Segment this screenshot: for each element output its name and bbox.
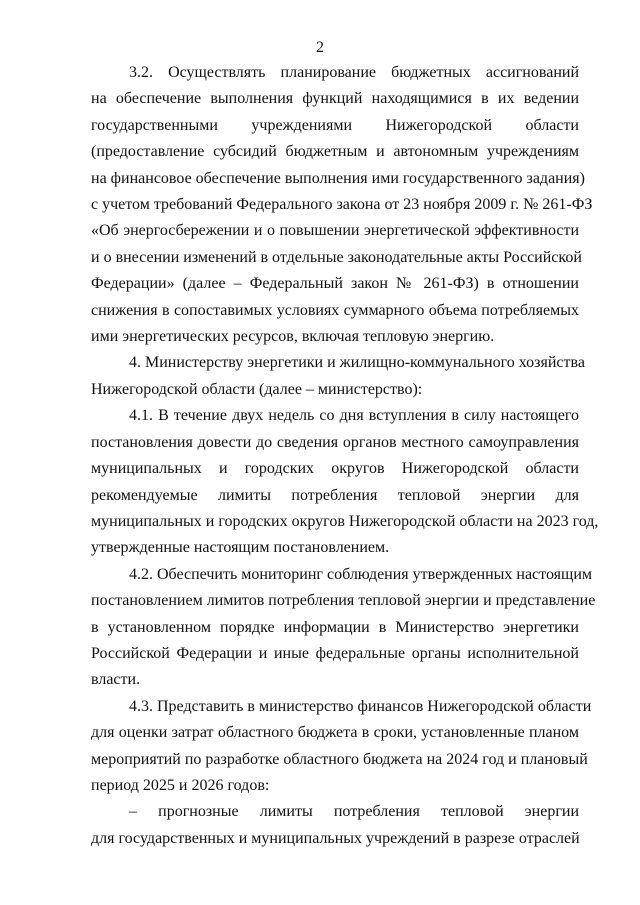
text-line: мероприятий по разработке областного бюджета на 2024 год и плановый — [91, 750, 588, 768]
text-line: государственными учреждениями Нижегородской области — [91, 116, 579, 134]
text-line: 4.2. Обеспечить мониторинг соблюдения утвержденных настоящим — [129, 565, 592, 583]
text-line: муниципальных и городских округов Нижегородской области — [91, 460, 579, 478]
text-line: 4.3. Представить в министерство финансов Нижегородской области — [129, 697, 592, 715]
text-line: муниципальных и городских округов Нижегородской области на 2023 год, — [91, 512, 599, 530]
text-line: рекомендуемые лимиты потребления тепловой энергии для — [91, 486, 579, 504]
text-line: постановления довести до сведения органов местного самоуправления — [91, 433, 579, 451]
text-line: на финансовое обеспечение выполнения ими государственного задания) — [91, 169, 585, 187]
text-line: ими энергетических ресурсов, включая тепловую энергию. — [91, 328, 495, 346]
page-number: 2 — [316, 39, 324, 56]
text-line: «Об энергосбережении и о повышении энергетической эффективности — [91, 222, 579, 240]
text-line: период 2025 и 2026 годов: — [91, 776, 270, 794]
text-line: для государственных и муниципальных учреждений в разрезе отраслей — [91, 829, 580, 847]
text-line: власти. — [91, 671, 141, 689]
text-line: Нижегородской области (далее – министерство): — [91, 380, 423, 398]
text-line: постановлением лимитов потребления тепловой энергии и представление — [91, 592, 596, 610]
text-line: для оценки затрат областного бюджета в сроки, установленные планом — [91, 724, 579, 742]
text-line: Федерации» (далее – Федеральный закон № 261-ФЗ) в отношении — [91, 275, 579, 293]
text-line: с учетом требований Федерального закона от 23 ноября 2009 г. № 261-ФЗ — [91, 196, 593, 214]
document-body — [91, 60, 599, 852]
text-line: (предоставление субсидий бюджетным и автономным учреждениям — [91, 143, 579, 161]
text-line: 4. Министерству энергетики и жилищно-коммунального хозяйства — [129, 354, 585, 372]
text-line: 3.2. Осуществлять планирование бюджетных ассигнований — [129, 64, 579, 81]
text-line: утвержденные настоящим постановлением. — [91, 539, 390, 557]
text-line: – прогнозные лимиты потребления тепловой энергии — [129, 803, 579, 821]
text-line: Российской Федерации и иные федеральные органы исполнительной — [91, 644, 579, 662]
text-line: снижения в сопоставимых условиях суммарного объема потребляемых — [91, 301, 579, 319]
text-line: 4.1. В течение двух недель со дня вступления в силу настоящего — [129, 407, 579, 425]
text-line: в установленном порядке информации в Министерство энергетики — [91, 618, 579, 636]
text-line: и о внесении изменений в отдельные законодательные акты Российской — [91, 248, 582, 266]
text-line: на обеспечение выполнения функций находящимися в их ведении — [91, 90, 579, 108]
